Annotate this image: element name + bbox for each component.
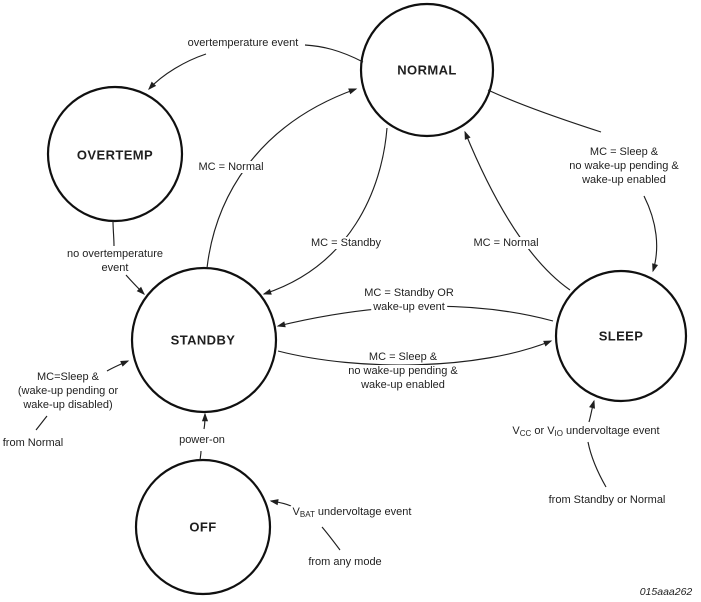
vcc-subscript: CC [519, 429, 532, 438]
transition-label-vcc-vio-undervoltage: $V_{CC}$ or $V_{IO}$ undervoltage event [512, 425, 660, 438]
line-overtemp-to-label [113, 221, 114, 246]
state-label-sleep: SLEEP [598, 328, 644, 344]
arrow-vcc-to-sleep [589, 401, 594, 422]
annotation-from-standby-or-normal: from Standby or Normal [548, 494, 666, 506]
arrow-sleep-to-normal [465, 132, 570, 290]
state-label-normal: NORMAL [397, 62, 457, 78]
arrow-power-on-to-standby [204, 414, 205, 429]
leader-from-standby-or-normal [588, 442, 606, 487]
leader-from-normal [36, 416, 47, 430]
transition-label-vbat-undervoltage: $V_{BAT}$ undervoltage event [292, 506, 412, 519]
arrow-normal-to-sleep-segment2 [644, 196, 657, 271]
vbat-subscript: BAT [299, 510, 315, 519]
arrow-normal-to-sleep-segment1 [488, 90, 601, 132]
annotation-from-any-mode: from any mode [308, 556, 382, 568]
transition-label-power-on: power-on [179, 434, 225, 446]
state-label-off: OFF [189, 519, 217, 535]
state-label-standby: STANDBY [170, 332, 236, 348]
transition-label-standby-to-sleep: MC = Sleep & no wake-up pending & wake-up enabled [348, 351, 458, 391]
transition-label-overtemperature-event: overtemperature event [187, 37, 299, 49]
arrow-no-overtemp-to-standby [126, 275, 144, 294]
transition-label-normal-to-sleep: MC = Sleep & no wake-up pending & wake-up enabled [569, 146, 679, 186]
arrow-normal-to-overtemp-segment1 [305, 45, 363, 62]
transition-label-no-overtemperature-event: no overtemperature event [67, 248, 163, 274]
transition-label-sleep-to-standby: MC = Standby OR wake-up event [364, 287, 454, 313]
annotation-from-normal: from Normal [2, 437, 64, 449]
transition-label-standby-to-normal: MC = Normal [198, 161, 264, 173]
arrow-vbat-to-off [271, 501, 291, 506]
vio-subscript: IO [554, 429, 563, 438]
transition-label-sleep-command-pending: MC=Sleep & (wake-up pending or wake-up disabled) [17, 371, 119, 411]
arrow-normal-to-standby [264, 128, 387, 294]
leader-from-any-mode [322, 527, 340, 550]
transition-label-sleep-to-normal: MC = Normal [473, 237, 539, 249]
transition-label-normal-to-standby: MC = Standby [310, 237, 382, 249]
state-label-overtemp: OVERTEMP [76, 147, 154, 163]
arrow-normal-to-overtemp-segment2 [149, 54, 206, 89]
figure-id: 015aaa262 [639, 586, 693, 598]
